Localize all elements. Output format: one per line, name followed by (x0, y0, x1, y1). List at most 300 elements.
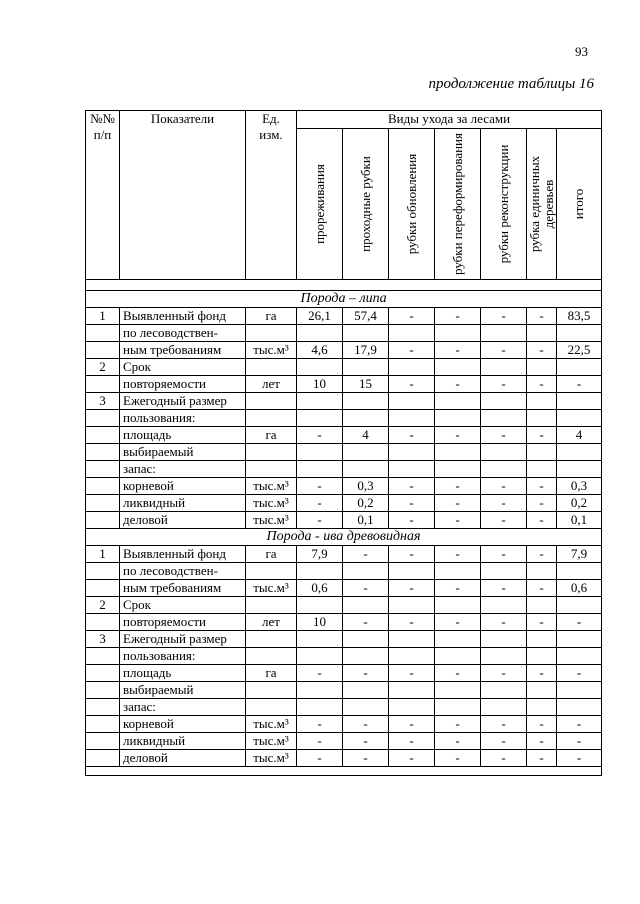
row-value: 7,9 (557, 546, 602, 563)
row-value: - (435, 750, 481, 767)
row-value: - (481, 614, 527, 631)
row-unit: лет (246, 376, 297, 393)
row-value: - (527, 308, 557, 325)
row-value: - (481, 308, 527, 325)
row-value (527, 699, 557, 716)
row-value: - (527, 580, 557, 597)
row-number (86, 410, 120, 427)
table-row (86, 648, 602, 665)
row-number (86, 325, 120, 342)
row-value: 4 (343, 427, 389, 444)
table-row (86, 716, 602, 733)
row-number (86, 699, 120, 716)
row-value (343, 359, 389, 376)
row-unit: тыс.м³ (246, 580, 297, 597)
row-value: 0,1 (343, 512, 389, 529)
row-label: по лесоводствен- (120, 325, 246, 342)
row-label: корневой (120, 478, 246, 495)
row-value (557, 631, 602, 648)
row-number: 3 (86, 393, 120, 410)
row-value (557, 597, 602, 614)
header-type-3 (435, 129, 481, 280)
row-label: ликвидный (120, 733, 246, 750)
row-value (557, 359, 602, 376)
row-value: - (389, 478, 435, 495)
row-value: - (389, 342, 435, 359)
header-type-label: рубки переформирования (449, 133, 465, 275)
header-type-6 (557, 129, 602, 280)
table-row (86, 614, 602, 631)
row-value: - (435, 376, 481, 393)
row-value (481, 359, 527, 376)
row-number (86, 716, 120, 733)
table-row (86, 427, 602, 444)
header-type-label: прореживания (311, 164, 327, 244)
table-row (86, 393, 602, 410)
row-value: - (297, 427, 343, 444)
row-value (527, 631, 557, 648)
row-label: ным требованиям (120, 580, 246, 597)
row-value (343, 325, 389, 342)
row-value (297, 410, 343, 427)
row-value: 22,5 (557, 342, 602, 359)
header-type-label: рубки обновления (403, 153, 419, 255)
row-value: - (527, 427, 557, 444)
row-value (435, 410, 481, 427)
row-value: - (297, 716, 343, 733)
header-type-5 (527, 129, 557, 280)
row-value: - (481, 495, 527, 512)
row-value: - (527, 342, 557, 359)
forest-care-table (85, 110, 602, 776)
row-unit (246, 563, 297, 580)
row-value: - (343, 546, 389, 563)
header-type-label: рубки реконструкции (495, 144, 511, 264)
row-number (86, 495, 120, 512)
table-row (86, 665, 602, 682)
row-label: запас: (120, 699, 246, 716)
header-num: №№ п/п (86, 111, 120, 280)
row-value: 0,2 (557, 495, 602, 512)
row-value (435, 563, 481, 580)
section-title: Порода – липа (86, 291, 602, 308)
row-value: 17,9 (343, 342, 389, 359)
header-type-label: рубка единичных деревьев (526, 155, 556, 253)
row-label: повторяемости (120, 376, 246, 393)
row-value: - (435, 308, 481, 325)
header-spacer (86, 280, 602, 291)
row-number (86, 461, 120, 478)
row-number (86, 478, 120, 495)
row-value (435, 597, 481, 614)
row-value (481, 648, 527, 665)
row-label: ным требованиям (120, 342, 246, 359)
row-value: 7,9 (297, 546, 343, 563)
row-unit (246, 461, 297, 478)
header-group: Виды ухода за лесами (297, 111, 602, 129)
row-value: - (527, 376, 557, 393)
row-value (527, 648, 557, 665)
row-unit (246, 410, 297, 427)
row-number (86, 648, 120, 665)
row-unit (246, 359, 297, 376)
row-value (435, 648, 481, 665)
table-row (86, 308, 602, 325)
row-value: - (557, 614, 602, 631)
row-label: запас: (120, 461, 246, 478)
row-value (481, 325, 527, 342)
row-value (481, 699, 527, 716)
row-value (389, 325, 435, 342)
table-row (86, 410, 602, 427)
row-number (86, 733, 120, 750)
page-number: 93 (575, 44, 588, 59)
row-label: Выявленный фонд (120, 546, 246, 563)
row-value: - (435, 342, 481, 359)
row-value: - (389, 614, 435, 631)
row-value (297, 461, 343, 478)
row-value (435, 359, 481, 376)
row-label: площадь (120, 427, 246, 444)
row-unit: тыс.м³ (246, 733, 297, 750)
row-value: - (389, 308, 435, 325)
row-value: - (481, 376, 527, 393)
table-row (86, 495, 602, 512)
row-value: - (527, 665, 557, 682)
row-value (481, 597, 527, 614)
row-value: - (481, 733, 527, 750)
row-value (435, 444, 481, 461)
row-label: деловой (120, 750, 246, 767)
row-value: - (343, 716, 389, 733)
row-number (86, 376, 120, 393)
table-row (86, 580, 602, 597)
row-number: 3 (86, 631, 120, 648)
row-value: - (389, 733, 435, 750)
row-value: - (481, 665, 527, 682)
row-value: - (297, 665, 343, 682)
row-label: корневой (120, 716, 246, 733)
row-value (557, 325, 602, 342)
row-label: выбираемый (120, 682, 246, 699)
row-value (435, 699, 481, 716)
table-row (86, 376, 602, 393)
row-value: - (557, 376, 602, 393)
row-value: - (557, 733, 602, 750)
header-type-1 (343, 129, 389, 280)
row-unit: тыс.м³ (246, 512, 297, 529)
row-value (527, 359, 557, 376)
row-value (343, 444, 389, 461)
row-number (86, 665, 120, 682)
row-value: - (435, 495, 481, 512)
row-value (481, 410, 527, 427)
row-value: - (297, 512, 343, 529)
row-value: - (527, 495, 557, 512)
row-value: - (435, 716, 481, 733)
row-value: - (481, 716, 527, 733)
row-value (389, 410, 435, 427)
row-value (557, 682, 602, 699)
row-value: - (389, 376, 435, 393)
row-value (481, 631, 527, 648)
row-label: выбираемый (120, 444, 246, 461)
row-value (527, 444, 557, 461)
row-value (389, 699, 435, 716)
table-row (86, 733, 602, 750)
row-value: - (297, 495, 343, 512)
row-value: - (389, 750, 435, 767)
header-type-4 (481, 129, 527, 280)
row-value: 4 (557, 427, 602, 444)
row-value (481, 444, 527, 461)
row-value (527, 682, 557, 699)
row-value: - (481, 342, 527, 359)
row-value: - (557, 665, 602, 682)
header-indicators: Показатели (120, 111, 246, 280)
row-value: - (435, 580, 481, 597)
row-value (297, 682, 343, 699)
table-row (86, 750, 602, 767)
row-value: 15 (343, 376, 389, 393)
row-value: - (389, 665, 435, 682)
row-value (557, 393, 602, 410)
row-label: пользования: (120, 648, 246, 665)
row-value: - (481, 427, 527, 444)
row-unit (246, 699, 297, 716)
row-value: - (389, 495, 435, 512)
row-unit: га (246, 308, 297, 325)
row-value: 26,1 (297, 308, 343, 325)
row-value (389, 393, 435, 410)
row-value: 0,3 (557, 478, 602, 495)
header-type-label: проходные рубки (357, 156, 373, 252)
row-value: - (435, 614, 481, 631)
row-number: 1 (86, 308, 120, 325)
table-continuation-caption: продолжение таблицы 16 (428, 76, 594, 92)
row-value (527, 461, 557, 478)
row-value: 0,2 (343, 495, 389, 512)
row-value: 10 (297, 376, 343, 393)
row-value (297, 359, 343, 376)
table-row (86, 512, 602, 529)
row-value (297, 393, 343, 410)
row-value (389, 682, 435, 699)
row-value: 0,6 (557, 580, 602, 597)
row-value (297, 597, 343, 614)
row-value: - (389, 716, 435, 733)
row-value (557, 410, 602, 427)
row-value (557, 699, 602, 716)
row-label: пользования: (120, 410, 246, 427)
row-value (435, 461, 481, 478)
row-value (297, 444, 343, 461)
row-value: 4,6 (297, 342, 343, 359)
table-row (86, 699, 602, 716)
row-number: 1 (86, 546, 120, 563)
row-value: - (343, 580, 389, 597)
table-row (86, 359, 602, 376)
row-value: - (481, 580, 527, 597)
row-value (527, 410, 557, 427)
row-value (343, 631, 389, 648)
row-value (389, 631, 435, 648)
row-value (343, 682, 389, 699)
row-unit: га (246, 665, 297, 682)
row-value: - (435, 512, 481, 529)
row-value: - (435, 427, 481, 444)
row-value: - (343, 750, 389, 767)
row-value: - (435, 733, 481, 750)
row-value: - (343, 733, 389, 750)
table-row (86, 563, 602, 580)
row-value: - (481, 512, 527, 529)
row-value (297, 648, 343, 665)
row-value (481, 393, 527, 410)
row-value: - (557, 716, 602, 733)
row-value (527, 597, 557, 614)
row-value: - (389, 427, 435, 444)
table-row (86, 597, 602, 614)
row-value (343, 563, 389, 580)
row-label: Срок (120, 359, 246, 376)
row-unit: тыс.м³ (246, 716, 297, 733)
row-number (86, 427, 120, 444)
row-number (86, 563, 120, 580)
row-value (389, 444, 435, 461)
row-value (389, 563, 435, 580)
row-value: - (481, 750, 527, 767)
header-type-2 (389, 129, 435, 280)
section-title: Порода - ива древовидная (86, 529, 602, 546)
row-value (481, 682, 527, 699)
row-number (86, 682, 120, 699)
row-value (527, 325, 557, 342)
row-value (343, 699, 389, 716)
row-label: деловой (120, 512, 246, 529)
row-value: - (343, 614, 389, 631)
row-value: 83,5 (557, 308, 602, 325)
table-bottom-gap (86, 767, 602, 776)
row-number (86, 750, 120, 767)
row-number: 2 (86, 597, 120, 614)
row-number: 2 (86, 359, 120, 376)
row-value: - (527, 733, 557, 750)
row-value: - (557, 750, 602, 767)
row-number (86, 512, 120, 529)
row-unit (246, 597, 297, 614)
table-row (86, 682, 602, 699)
row-value: 0,6 (297, 580, 343, 597)
row-value: - (389, 546, 435, 563)
row-value (297, 325, 343, 342)
row-value (343, 393, 389, 410)
row-label: Ежегодный размер (120, 631, 246, 648)
row-value (527, 563, 557, 580)
row-label: по лесоводствен- (120, 563, 246, 580)
row-unit (246, 631, 297, 648)
row-label: Ежегодный размер (120, 393, 246, 410)
table-row (86, 461, 602, 478)
table-row (86, 325, 602, 342)
row-unit (246, 444, 297, 461)
row-value (389, 597, 435, 614)
row-unit: тыс.м³ (246, 495, 297, 512)
row-unit: тыс.м³ (246, 342, 297, 359)
row-value (343, 648, 389, 665)
row-value (389, 461, 435, 478)
row-number (86, 342, 120, 359)
row-value: - (389, 580, 435, 597)
row-value (481, 563, 527, 580)
header-type-0 (297, 129, 343, 280)
row-value (297, 563, 343, 580)
row-label: ликвидный (120, 495, 246, 512)
row-number (86, 580, 120, 597)
row-value: - (297, 733, 343, 750)
row-value (389, 359, 435, 376)
row-value (343, 410, 389, 427)
row-value: - (527, 512, 557, 529)
table-row (86, 546, 602, 563)
table-row (86, 478, 602, 495)
row-value: - (297, 750, 343, 767)
row-unit (246, 648, 297, 665)
row-value (297, 699, 343, 716)
row-value: - (481, 546, 527, 563)
row-value: 0,3 (343, 478, 389, 495)
row-value (435, 393, 481, 410)
row-value: - (527, 750, 557, 767)
row-value: - (435, 546, 481, 563)
row-value: 57,4 (343, 308, 389, 325)
row-value (435, 325, 481, 342)
row-value (557, 648, 602, 665)
row-value (297, 631, 343, 648)
row-value: - (435, 665, 481, 682)
row-unit: га (246, 427, 297, 444)
row-unit: лет (246, 614, 297, 631)
row-unit (246, 325, 297, 342)
row-value: 10 (297, 614, 343, 631)
row-value: - (297, 478, 343, 495)
row-value (481, 461, 527, 478)
row-label: площадь (120, 665, 246, 682)
table-row (86, 631, 602, 648)
row-label: Выявленный фонд (120, 308, 246, 325)
row-value: - (435, 478, 481, 495)
row-unit: тыс.м³ (246, 478, 297, 495)
row-number (86, 614, 120, 631)
row-value (557, 461, 602, 478)
row-unit (246, 393, 297, 410)
row-value: - (527, 546, 557, 563)
row-value: - (527, 614, 557, 631)
row-unit: га (246, 546, 297, 563)
row-value: - (527, 716, 557, 733)
row-value (435, 631, 481, 648)
row-value: 0,1 (557, 512, 602, 529)
row-value (343, 461, 389, 478)
row-value (557, 563, 602, 580)
row-number (86, 444, 120, 461)
row-value (557, 444, 602, 461)
row-value: - (481, 478, 527, 495)
header-unit: Ед. изм. (246, 111, 297, 280)
row-label: Срок (120, 597, 246, 614)
row-value (527, 393, 557, 410)
row-label: повторяемости (120, 614, 246, 631)
